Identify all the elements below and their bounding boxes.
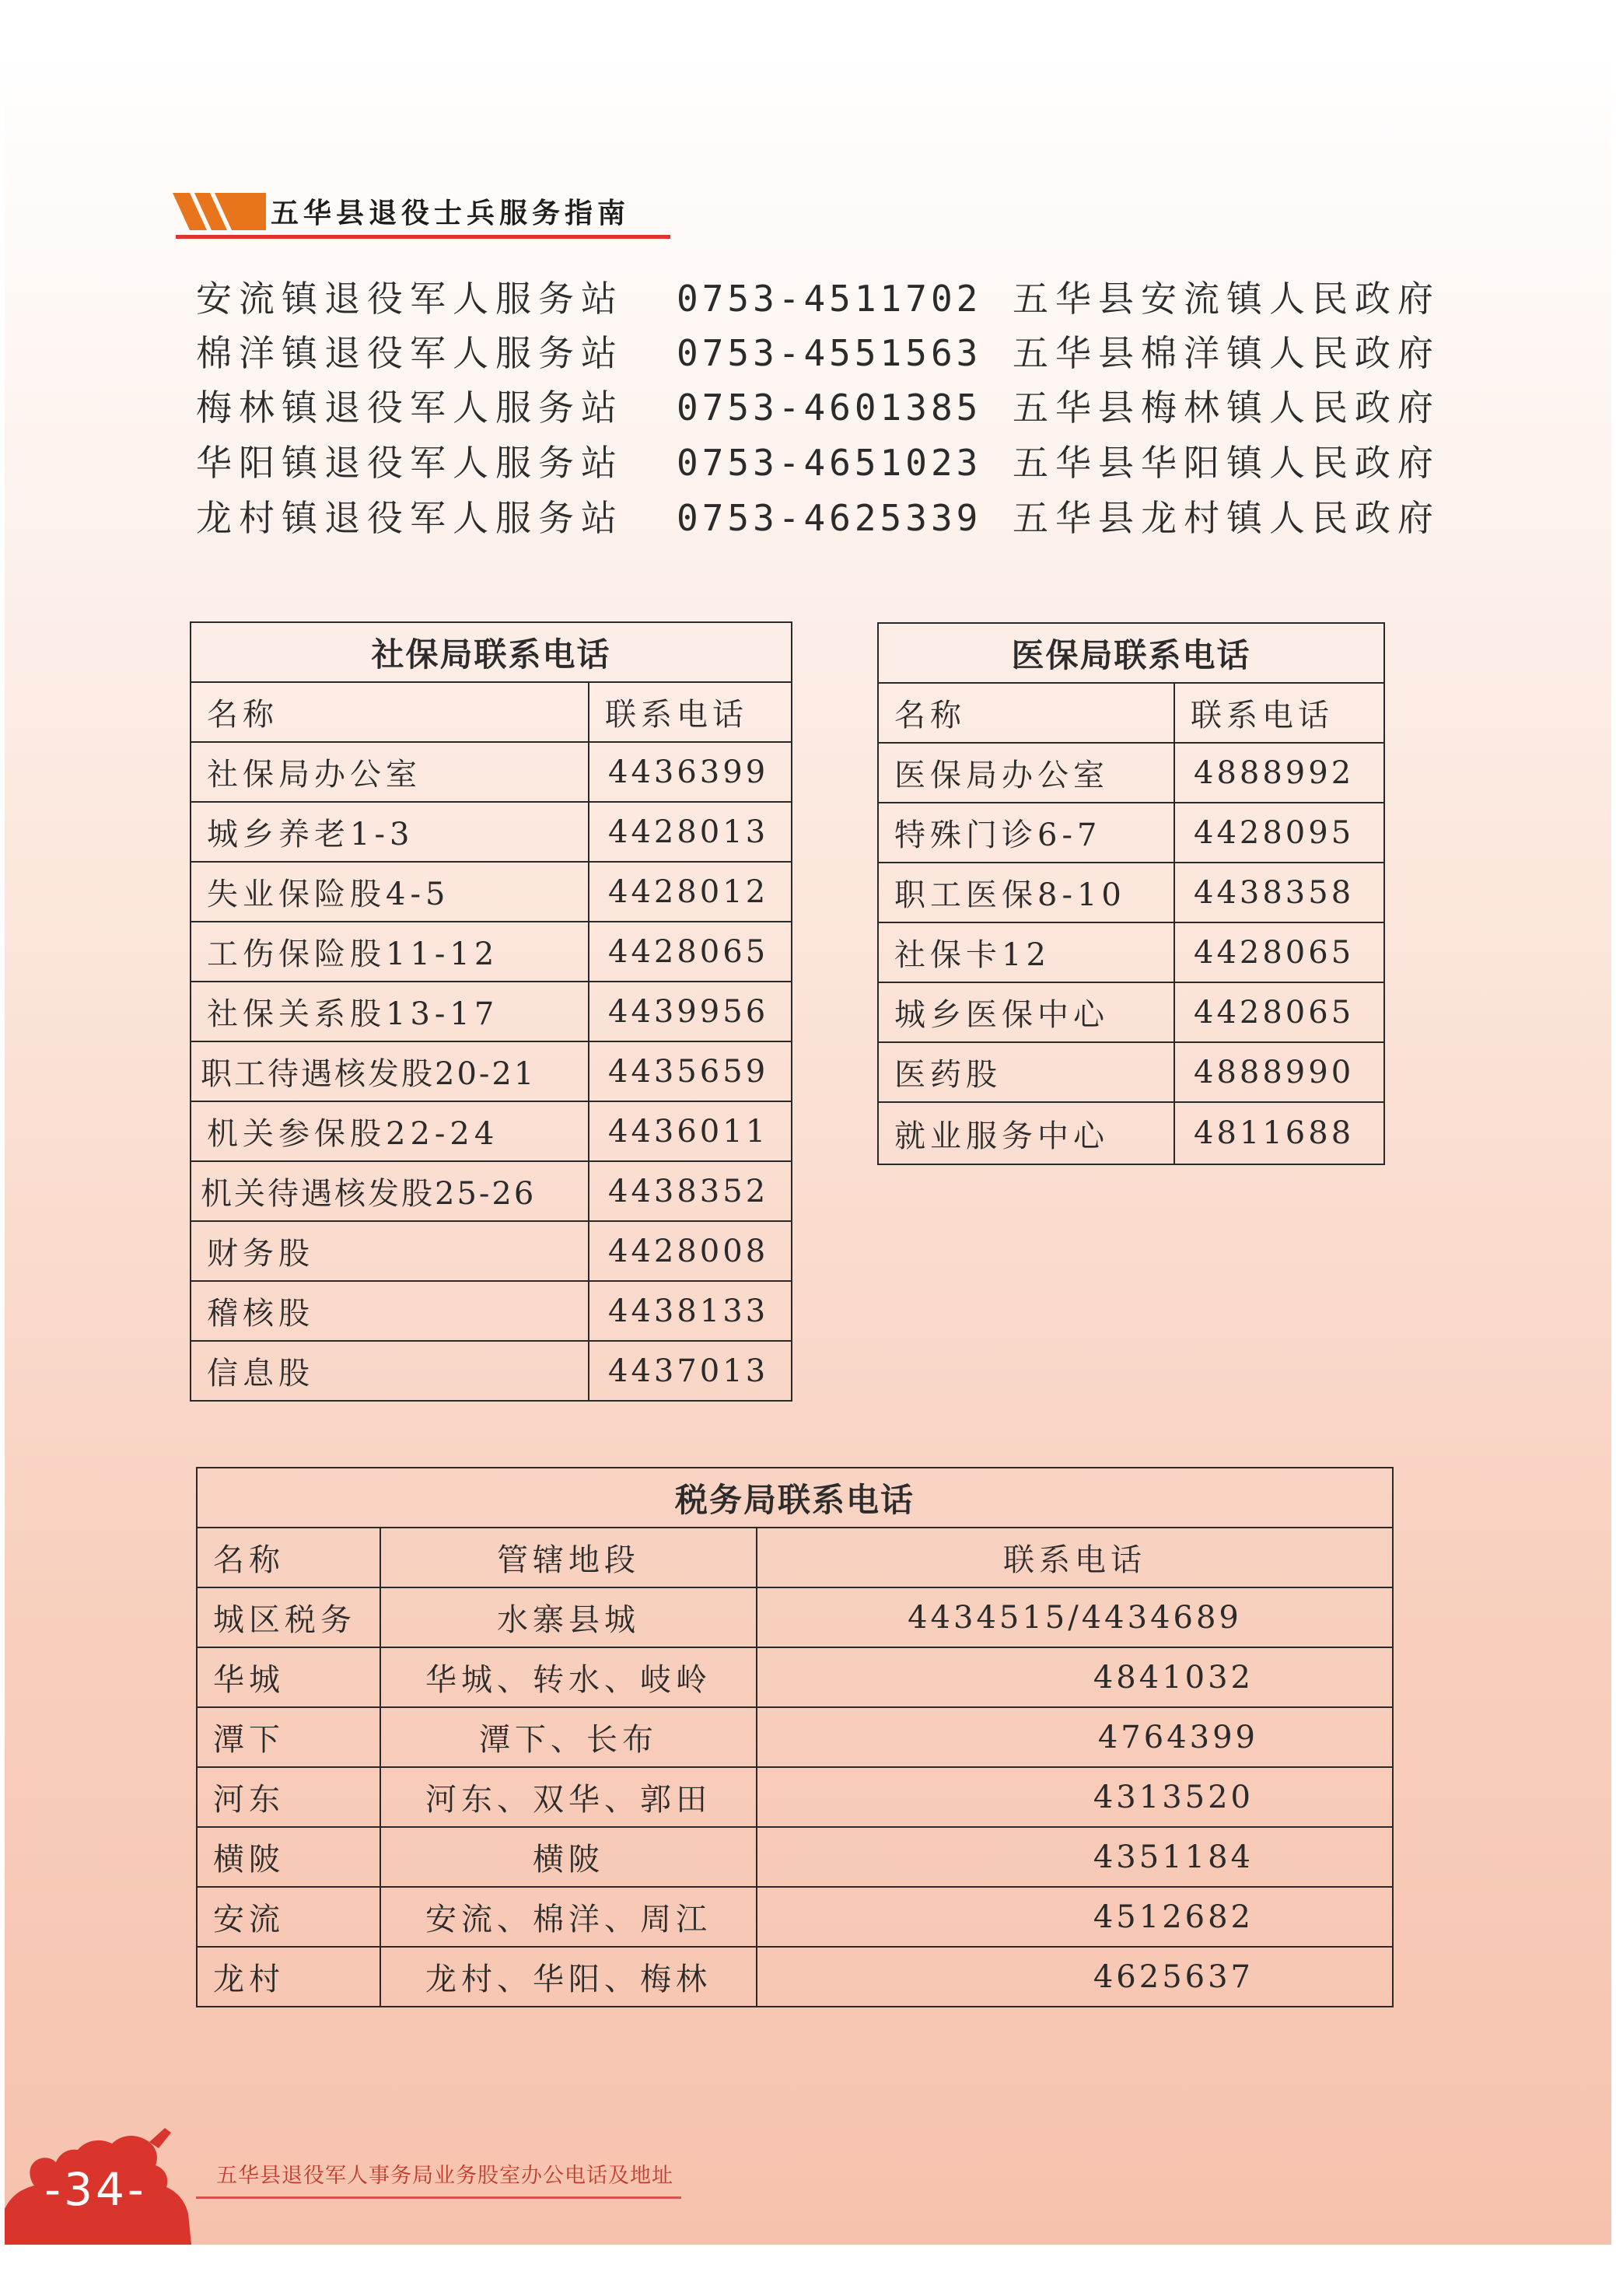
cell-phone: 4625637	[757, 1947, 1393, 2007]
cell-phone: 4888992	[1174, 743, 1384, 803]
table-row	[191, 862, 792, 922]
table-title: 社保局联系电话	[191, 622, 792, 682]
table-row	[878, 982, 1384, 1042]
header-title: 五华县退役士兵服务指南	[271, 198, 631, 229]
table-row	[878, 743, 1384, 803]
station-phone: 0753-4511702	[677, 278, 982, 320]
table-row	[197, 1947, 1393, 2007]
cell-name: 社保局办公室	[191, 742, 589, 802]
table-row	[191, 1041, 792, 1101]
column-header-phone: 联系电话	[589, 682, 792, 742]
table-row	[197, 1767, 1393, 1827]
cell-name: 城区税务	[197, 1587, 380, 1647]
cell-phone: 4888990	[1174, 1042, 1384, 1102]
cell-phone: 4841032	[757, 1647, 1393, 1707]
table-row	[191, 982, 792, 1041]
cell-name: 财务股	[191, 1221, 589, 1281]
table-row	[197, 1827, 1393, 1887]
cell-name: 工伤保险股11-12	[191, 922, 589, 982]
table-row	[191, 1161, 792, 1221]
tax-bureau-table	[196, 1467, 1394, 2007]
column-header-area: 管辖地段	[380, 1528, 757, 1587]
station-phone: 0753-4601385	[677, 387, 982, 429]
cell-phone: 4436399	[589, 742, 792, 802]
cell-name: 职工医保8-10	[878, 863, 1174, 922]
cell-area: 龙村、华阳、梅林	[380, 1947, 757, 2007]
cell-phone: 4811688	[1174, 1102, 1384, 1164]
cell-area: 河东、双华、郭田	[380, 1767, 757, 1827]
station-row	[196, 384, 1456, 431]
table-row	[197, 1707, 1393, 1767]
station-phone: 0753-4625339	[677, 497, 982, 539]
table-header-row	[191, 682, 792, 742]
cell-name: 就业服务中心	[878, 1102, 1174, 1164]
cell-phone: 4351184	[757, 1827, 1393, 1887]
column-header-name: 名称	[197, 1528, 380, 1587]
cell-name: 华城	[197, 1647, 380, 1707]
cell-phone: 4438358	[1174, 863, 1384, 922]
station-phone: 0753-4551563	[677, 332, 982, 374]
footer-divider	[196, 2196, 681, 2199]
table-row	[191, 742, 792, 802]
cell-name: 龙村	[197, 1947, 380, 2007]
header-stripes-icon	[173, 191, 266, 232]
station-government: 五华县安流镇人民政府	[1013, 278, 1440, 320]
cell-area: 水寨县城	[380, 1587, 757, 1647]
cell-phone: 4512682	[757, 1887, 1393, 1947]
table-header-row	[878, 683, 1384, 743]
cell-phone: 4428065	[1174, 982, 1384, 1042]
station-government: 五华县棉洋镇人民政府	[1013, 332, 1440, 374]
station-row	[196, 275, 1456, 322]
cell-name: 城乡养老1-3	[191, 802, 589, 862]
cell-phone: 4313520	[757, 1767, 1393, 1827]
social-security-table	[190, 621, 792, 1402]
cell-area: 安流、棉洋、周江	[380, 1887, 757, 1947]
page-number: -34-	[44, 2163, 147, 2216]
cell-name: 稽核股	[191, 1281, 589, 1341]
cell-name: 安流	[197, 1887, 380, 1947]
station-name: 棉洋镇退役军人服务站	[196, 332, 624, 374]
cell-area: 潭下、长布	[380, 1707, 757, 1767]
cell-phone: 4764399	[757, 1707, 1393, 1767]
cell-name: 职工待遇核发股20-21	[191, 1041, 589, 1101]
table-row	[878, 803, 1384, 863]
column-header-phone: 联系电话	[757, 1528, 1393, 1587]
station-government: 五华县华阳镇人民政府	[1013, 442, 1440, 484]
cell-name: 失业保险股4-5	[191, 862, 589, 922]
cell-phone: 4439956	[589, 982, 792, 1041]
cell-name: 横陂	[197, 1827, 380, 1887]
cell-name: 社保关系股13-17	[191, 982, 589, 1041]
cell-name: 机关参保股22-24	[191, 1101, 589, 1161]
cell-name: 河东	[197, 1767, 380, 1827]
table-header-row	[197, 1528, 1393, 1587]
table-row	[197, 1887, 1393, 1947]
table-row	[191, 802, 792, 862]
header-divider	[176, 235, 670, 239]
table-row	[191, 1101, 792, 1161]
station-government: 五华县龙村镇人民政府	[1013, 497, 1440, 539]
cell-phone: 4428065	[589, 922, 792, 982]
medical-insurance-table	[877, 622, 1385, 1165]
cell-phone: 4438352	[589, 1161, 792, 1221]
station-row	[196, 330, 1456, 376]
table-row	[191, 1281, 792, 1341]
table-row	[878, 1102, 1384, 1164]
table-row	[197, 1647, 1393, 1707]
column-header-phone: 联系电话	[1174, 683, 1384, 743]
cell-phone: 4435659	[589, 1041, 792, 1101]
column-header-name: 名称	[878, 683, 1174, 743]
station-row	[196, 439, 1456, 486]
station-government: 五华县梅林镇人民政府	[1013, 387, 1440, 429]
cell-name: 社保卡12	[878, 922, 1174, 982]
cell-phone: 4436011	[589, 1101, 792, 1161]
table-row	[878, 922, 1384, 982]
table-row	[878, 863, 1384, 922]
cell-phone: 4428012	[589, 862, 792, 922]
cell-name: 医保局办公室	[878, 743, 1174, 803]
table-row	[878, 1042, 1384, 1102]
column-header-name: 名称	[191, 682, 589, 742]
cell-phone: 4438133	[589, 1281, 792, 1341]
cell-phone: 4437013	[589, 1341, 792, 1401]
footer-caption: 五华县退役军人事务局业务股室办公电话及地址	[216, 2164, 673, 2188]
cell-phone: 4428095	[1174, 803, 1384, 863]
cell-phone: 4434515/4434689	[757, 1587, 1393, 1647]
station-name: 梅林镇退役军人服务站	[196, 387, 624, 429]
cell-name: 特殊门诊6-7	[878, 803, 1174, 863]
cell-phone: 4428013	[589, 802, 792, 862]
cell-name: 信息股	[191, 1341, 589, 1401]
table-title: 税务局联系电话	[197, 1468, 1393, 1528]
station-name: 华阳镇退役军人服务站	[196, 442, 624, 484]
cell-phone: 4428065	[1174, 922, 1384, 982]
station-name: 龙村镇退役军人服务站	[196, 497, 624, 539]
station-name: 安流镇退役军人服务站	[196, 278, 624, 320]
table-row	[191, 1341, 792, 1401]
table-title: 医保局联系电话	[878, 623, 1384, 683]
station-phone: 0753-4651023	[677, 442, 982, 484]
table-row	[191, 1221, 792, 1281]
cell-area: 华城、转水、岐岭	[380, 1647, 757, 1707]
cell-phone: 4428008	[589, 1221, 792, 1281]
cell-name: 潭下	[197, 1707, 380, 1767]
cell-name: 机关待遇核发股25-26	[191, 1161, 589, 1221]
cell-area: 横陂	[380, 1827, 757, 1887]
cell-name: 城乡医保中心	[878, 982, 1174, 1042]
table-row	[197, 1587, 1393, 1647]
cell-name: 医药股	[878, 1042, 1174, 1102]
station-row	[196, 495, 1456, 541]
table-row	[191, 922, 792, 982]
